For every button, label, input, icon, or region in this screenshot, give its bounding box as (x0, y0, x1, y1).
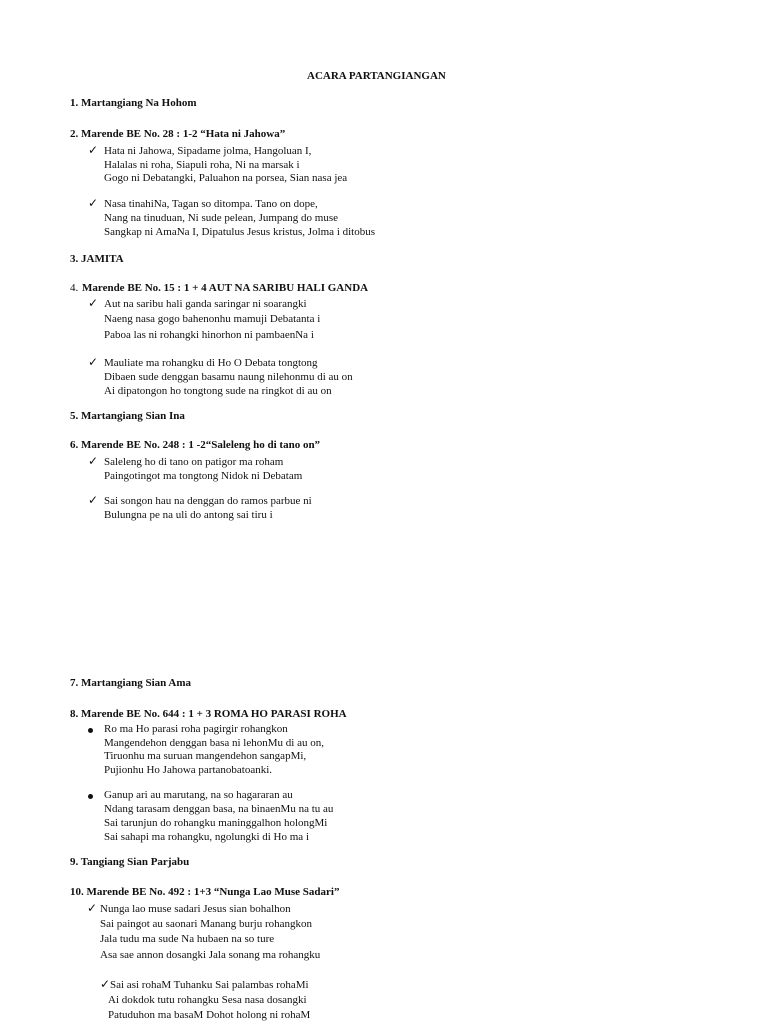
verse-line: Ndang tarasam denggan basa, na binaenMu na tu au (104, 803, 334, 815)
verse-line: Ro ma Ho parasi roha pagirgir rohangkon (104, 723, 288, 735)
agenda-item-8: 8. Marende BE No. 644 : 1 + 3 ROMA HO PARASI ROHA (70, 708, 347, 720)
verse-line: Mangendehon denggan basa ni lehonMu di au on, (104, 737, 324, 749)
verse-line: Patuduhon ma basaM Dohot holong ni rohaM (108, 1009, 311, 1021)
verse-line: Nasa tinahiNa, Tagan so ditompa. Tano on dope, (104, 198, 318, 210)
verse-line: Nang na tinuduan, Ni sude pelean, Jumpang do muse (104, 212, 339, 224)
verse-line: Nunga lao muse sadari Jesus sian bohalhon (100, 903, 291, 915)
verse-line: Sai tarunjun do rohangku maninggalhon holongMi (104, 817, 328, 829)
verse-line: Asa sae annon dosangki Jala sonang ma rohangku (100, 949, 321, 961)
agenda-item-2: 2. Marende BE No. 28 : 1-2 “Hata ni Jahowa” (70, 128, 286, 140)
verse-line: Aut na saribu hali ganda saringar ni soarangki (104, 298, 307, 310)
verse-line: Gogo ni Debatangki, Paluahon na porsea, Sian nasa jea (104, 172, 348, 184)
agenda-item-1: 1. Martangiang Na Hohom (70, 97, 197, 109)
checkmark-icon: ✓ (87, 901, 98, 915)
checkmark-icon: ✓ (88, 143, 99, 157)
checkmark-icon: ✓ (88, 454, 99, 468)
bullet-icon (88, 728, 93, 733)
verse-line: Paingotingot ma tongtong Nidok ni Debatam (104, 470, 303, 482)
verse-line: Sai paingot au saonari Manang burju rohangkon (100, 918, 313, 930)
agenda-item-4-number: 4. (70, 282, 79, 294)
agenda-item-6: 6. Marende BE No. 248 : 1 -2“Saleleng ho di tano on” (70, 439, 321, 451)
agenda-item-9: 9. Tangiang Sian Parjabu (70, 856, 190, 868)
bullet-icon (88, 794, 93, 799)
agenda-item-7: 7. Martangiang Sian Ama (70, 677, 192, 689)
agenda-item-5: 5. Martangiang Sian Ina (70, 410, 185, 422)
checkmark-icon: ✓ (88, 355, 99, 369)
agenda-item-10: 10. Marende BE No. 492 : 1+3 “Nunga Lao Muse Sadari” (70, 886, 340, 898)
checkmark-icon: ✓ (88, 196, 99, 210)
verse-line: Ai dipatongon ho tongtong sude na ringkot di au on (104, 385, 332, 397)
verse-line: Pujionhu Ho Jahowa partanobatoanki. (104, 764, 273, 776)
verse-line: Dibaen sude denggan basamu naung nilehonmu di au on (104, 371, 353, 383)
checkmark-icon: ✓ (88, 296, 99, 310)
verse-line: Sai songon hau na denggan do ramos parbue ni (104, 495, 312, 507)
verse-line: Ai dokdok tutu rohangku Sesa nasa dosangki (108, 994, 307, 1006)
verse-line: Hata ni Jahowa, Sipadame jolma, Hangoluan I, (104, 145, 312, 157)
checkmark-icon: ✓ (100, 977, 111, 991)
agenda-item-4: Marende BE No. 15 : 1 + 4 AUT NA SARIBU HALI GANDA (82, 282, 369, 294)
verse-line: Sai asi rohaM Tuhanku Sai palambas rohaMi (110, 979, 309, 991)
verse-line: Halalas ni roha, Siapuli roha, Ni na marsak i (104, 159, 300, 171)
verse-line: Mauliate ma rohangku di Ho O Debata tongtong (104, 357, 318, 369)
verse-line: Ganup ari au marutang, na so hagararan au (104, 789, 293, 801)
checkmark-icon: ✓ (88, 493, 99, 507)
document-title: ACARA PARTANGIANGAN (307, 70, 446, 82)
verse-line: Bulungna pe na uli do antong sai tiru i (104, 509, 273, 521)
verse-line: Sangkap ni AmaNa I, Dipatulus Jesus kristus, Jolma i ditobus (104, 226, 376, 238)
verse-line: Jala tudu ma sude Na hubaen na so ture (100, 933, 275, 945)
verse-line: Sai sahapi ma rohangku, ngolungki di Ho ma i (104, 831, 309, 843)
verse-line: Paboa las ni rohangki hinorhon ni pambaenNa i (104, 329, 314, 341)
verse-line: Saleleng ho di tano on patigor ma roham (104, 456, 284, 468)
agenda-item-3: 3. JAMITA (70, 253, 124, 265)
verse-line: Naeng nasa gogo bahenonhu mamuji Debatanta i (104, 313, 321, 325)
verse-line: Tiruonhu ma suruan mangendehon sangapMi, (104, 750, 307, 762)
